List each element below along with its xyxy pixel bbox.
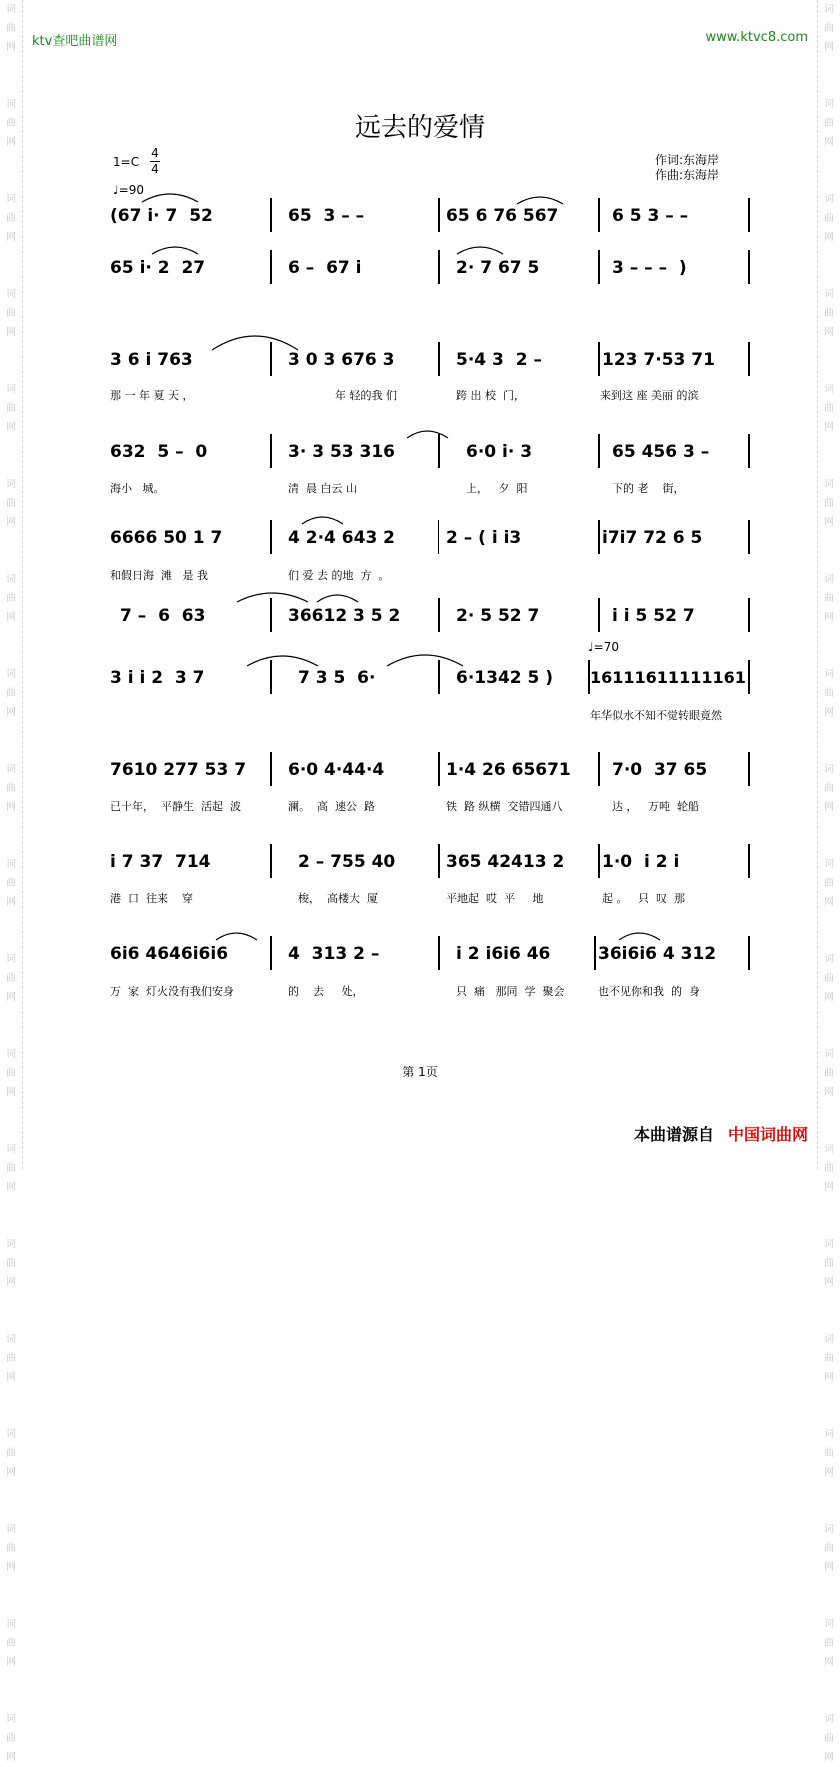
slur xyxy=(385,648,465,668)
lyric-segment: 达 ， 万吨 轮船 xyxy=(612,800,699,813)
barline xyxy=(270,752,272,786)
measure: 123 7·53 71 xyxy=(602,350,715,370)
time-signature-bottom: 4 xyxy=(151,162,159,176)
lyric-segment: 铁 路 纵横 交错四通八 xyxy=(446,800,563,813)
score-line-6 xyxy=(110,596,750,638)
measure: 4 2·4 643 2 xyxy=(288,528,396,548)
barline xyxy=(438,752,440,786)
measure: 632 5 – 0 xyxy=(110,442,208,462)
header-site-right[interactable]: www.ktvc8.com xyxy=(705,30,808,45)
measure: 2· 5 52 7 xyxy=(456,606,540,626)
slur xyxy=(150,242,200,256)
lyric-segment: 年华似水不知不觉转眼竟然 xyxy=(590,709,722,722)
barline xyxy=(598,434,600,468)
score-line-3 xyxy=(110,340,750,382)
measure: 7 – 6 63 xyxy=(120,606,206,626)
tempo-marking: ♩=90 xyxy=(113,183,144,197)
lyric-segment: 来到这 座 美丽 的滨 xyxy=(600,389,699,402)
lyric-segment: 和假日海 滩 是 我 xyxy=(110,569,208,582)
measure: i7i7 72 6 5 xyxy=(602,528,703,548)
measure: i 7 37 714 xyxy=(110,852,211,872)
measure: 6i6 4646i6i6 xyxy=(110,944,229,964)
measure: 7·0 37 65 xyxy=(612,760,708,780)
measure: 2· 7 67 5 xyxy=(456,258,540,278)
barline xyxy=(438,342,440,376)
slur xyxy=(210,330,300,352)
measure: 3 i i 2 3 7 xyxy=(110,668,205,688)
slur xyxy=(140,190,200,204)
page-number: 第 1页 xyxy=(402,1065,438,1079)
measure: 5·4 3 2 – xyxy=(456,350,542,370)
barline xyxy=(748,844,750,878)
measure: 2 – 755 40 xyxy=(298,852,396,872)
slur xyxy=(405,426,450,440)
measure: 6·1342 5 ) xyxy=(456,668,554,688)
measure: 16111611111161 xyxy=(590,668,746,687)
barline xyxy=(598,198,600,232)
lyric-segment: 那 一 年 夏 天 ， xyxy=(110,389,194,402)
barline xyxy=(270,520,272,554)
lyric-segment: 已十年， 平静生 活起 波 xyxy=(110,800,241,813)
barline xyxy=(598,342,600,376)
barline xyxy=(598,250,600,284)
lyric-segment: 们 爱 去 的地 方 。 xyxy=(288,569,390,582)
barline xyxy=(438,520,439,554)
slur xyxy=(455,242,505,256)
slur xyxy=(214,928,259,942)
barline xyxy=(438,198,440,232)
slur xyxy=(300,512,345,526)
tempo-marking-2: ♩=70 xyxy=(588,640,619,654)
measure: 6·0 4·44·4 xyxy=(288,760,385,780)
barline xyxy=(748,250,750,284)
measure: 3 0 3 676 3 xyxy=(288,350,395,370)
measure: 6·0 i· 3 xyxy=(466,442,533,462)
measure: 36i6i6 4 312 xyxy=(598,944,717,964)
barline xyxy=(438,250,440,284)
score-line-8 xyxy=(110,750,750,792)
lyric-segment: 梭， 高楼大 厦 xyxy=(298,892,378,905)
key-signature: 1=C xyxy=(113,155,140,169)
barline xyxy=(270,250,272,284)
header-site-left[interactable]: ktv查吧曲谱网 xyxy=(32,34,118,49)
slur xyxy=(315,590,360,604)
measure: 365 42413 2 xyxy=(446,852,565,872)
barline xyxy=(438,936,440,970)
measure: 65 i· 2 27 xyxy=(110,258,206,278)
barline xyxy=(748,752,750,786)
lyric-segment: 只 痛 那同 学 聚会 xyxy=(456,985,565,998)
lyric-segment: 澜。 高 速公 路 xyxy=(288,800,375,813)
measure: 7 3 5 6· xyxy=(298,668,376,688)
lyricist-credit: 作词:东海岸 xyxy=(655,153,720,167)
barline xyxy=(748,198,750,232)
barline xyxy=(270,198,272,232)
lyric-segment: 清 晨 白云 山 xyxy=(288,482,357,495)
score-line-1 xyxy=(110,196,750,238)
time-signature-top: 4 xyxy=(151,146,159,160)
source-site-link[interactable]: 中国词曲网 xyxy=(727,1125,808,1144)
measure: 36612 3 5 2 xyxy=(288,606,401,626)
barline xyxy=(598,598,600,632)
lyric-segment: 万 家 灯火没有我们安身 xyxy=(110,985,234,998)
measure: 7610 277 53 7 xyxy=(110,760,247,780)
measure: i i 5 52 7 xyxy=(612,606,695,626)
source-label: 本曲谱源自 xyxy=(633,1125,714,1144)
barline xyxy=(270,844,272,878)
barline xyxy=(438,844,440,878)
measure: 3· 3 53 316 xyxy=(288,442,396,462)
barline xyxy=(270,936,272,970)
slur xyxy=(515,192,565,206)
measure: 3 6 i 763 xyxy=(110,350,193,370)
lyric-segment: 港 口 往来 穿 xyxy=(110,892,193,905)
barline xyxy=(598,844,600,878)
slur xyxy=(245,650,320,668)
measure: 3 – – – ) xyxy=(612,258,687,278)
measure: 1·0 i 2 i xyxy=(602,852,680,872)
slur xyxy=(617,928,662,942)
measure: 1·4 26 65671 xyxy=(446,760,571,780)
barline xyxy=(270,434,272,468)
right-watermark-strip: 词 曲 网 词 曲 网 词 曲 网 词 曲 网 词 曲 网 词 曲 网 词 曲 网 词 曲 网 词 曲 网 词 曲 网 词 曲 网 词 曲 网 词 曲 网 词 曲 网 词 曲 网 词 曲 网 词 曲 网 词 曲 网 词 曲 网 xyxy=(817,0,840,1169)
measure: i 2 i6i6 46 xyxy=(456,944,551,964)
measure: 2 – ( i i3 xyxy=(446,528,522,548)
lyric-segment: 也不见你和我 的 身 xyxy=(598,985,700,998)
score-line-9 xyxy=(110,842,750,884)
lyric-segment: 跨 出 校 门， xyxy=(456,389,525,402)
lyric-segment: 上， 夕 阳 xyxy=(466,482,528,495)
barline xyxy=(748,936,750,970)
measure: 6 5 3 – – xyxy=(612,206,689,226)
measure: 6666 50 1 7 xyxy=(110,528,223,548)
score-line-5 xyxy=(110,518,750,560)
barline xyxy=(748,434,750,468)
lyric-segment: 起 。 只 叹 那 xyxy=(602,892,685,905)
barline xyxy=(748,520,750,554)
lyric-segment: 年 轻的我 们 xyxy=(335,389,397,402)
barline xyxy=(748,598,750,632)
lyric-segment: 下的 老 街， xyxy=(612,482,685,495)
measure: 65 456 3 – xyxy=(612,442,710,462)
score-line-2 xyxy=(110,248,750,290)
barline xyxy=(748,660,750,694)
left-watermark-strip: 词 曲 网 词 曲 网 词 曲 网 词 曲 网 词 曲 网 词 曲 网 词 曲 网 词 曲 网 词 曲 网 词 曲 网 词 曲 网 词 曲 网 词 曲 网 词 曲 网 词 曲 网 词 曲 网 词 曲 网 词 曲 网 词 曲 网 xyxy=(0,0,23,1169)
lyric-segment: 平地起 哎 平 地 xyxy=(446,892,544,905)
measure: 6 – 67 i xyxy=(288,258,362,278)
barline xyxy=(598,520,600,554)
source-credit xyxy=(634,1122,808,1145)
lyric-segment: 海小 城。 xyxy=(110,482,165,495)
measure: (67 i· 7 52 xyxy=(110,206,213,226)
barline xyxy=(598,752,600,786)
measure: 65 3 – – xyxy=(288,206,365,226)
song-title: 远去的爱情 xyxy=(354,113,485,143)
composer-credit: 作曲:东海岸 xyxy=(655,168,720,182)
time-signature xyxy=(150,146,160,177)
barline xyxy=(748,342,750,376)
measure: 4 313 2 – xyxy=(288,944,380,964)
slur xyxy=(235,588,310,604)
lyric-segment: 的 去 处， xyxy=(288,985,364,998)
credits xyxy=(655,153,719,183)
barline xyxy=(438,598,440,632)
measure: 65 6 76 567 xyxy=(446,206,559,226)
barline xyxy=(594,936,596,970)
